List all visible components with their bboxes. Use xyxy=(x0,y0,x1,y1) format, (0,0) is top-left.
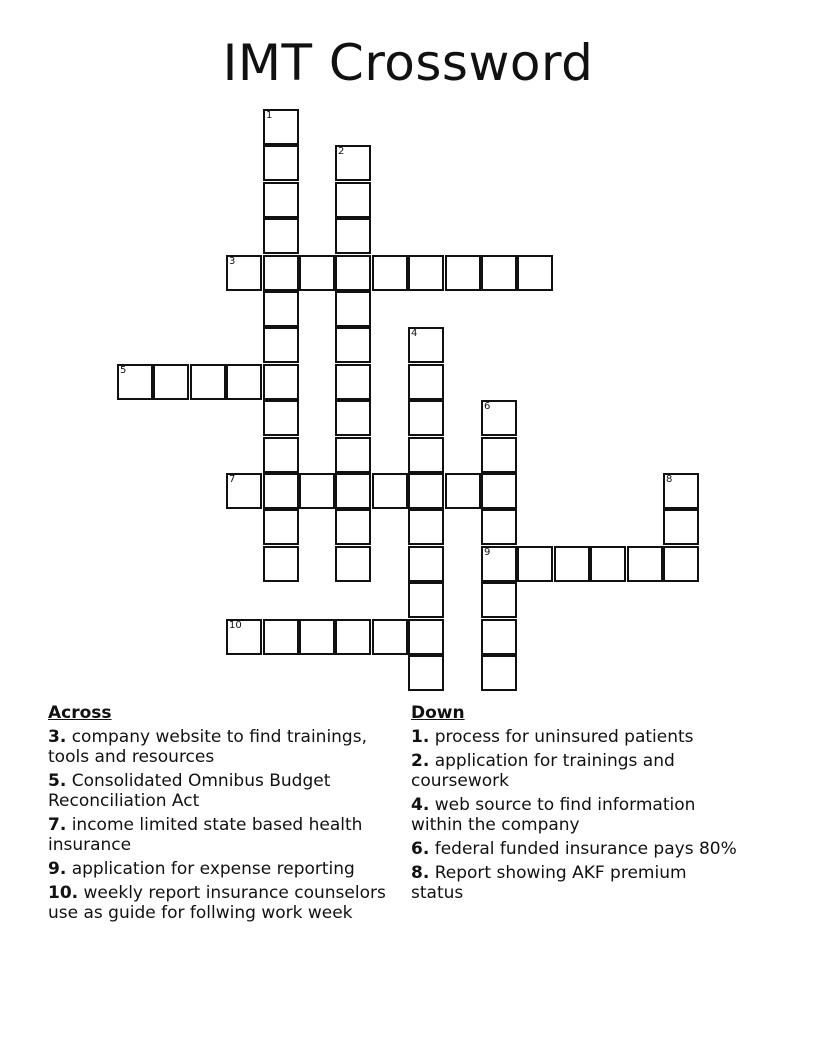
crossword-cell[interactable] xyxy=(590,546,626,582)
crossword-cell[interactable] xyxy=(226,364,262,400)
crossword-cell[interactable] xyxy=(263,437,299,473)
crossword-cell[interactable] xyxy=(226,255,262,291)
crossword-cell[interactable] xyxy=(335,145,371,181)
clue-across xyxy=(48,727,393,767)
crossword-cell[interactable] xyxy=(299,255,335,291)
crossword-cell[interactable] xyxy=(408,655,444,691)
crossword-cell[interactable] xyxy=(445,255,481,291)
crossword-cell[interactable] xyxy=(663,546,699,582)
clue-text: weekly report insurance counselors use as guide for follwing work week xyxy=(48,883,386,923)
clue-text: company website to find trainings, tools and resources xyxy=(48,727,367,767)
crossword-cell[interactable] xyxy=(408,400,444,436)
clue-number: 9. xyxy=(48,859,67,879)
across-heading: Across xyxy=(48,703,112,723)
crossword-cell[interactable] xyxy=(627,546,663,582)
crossword-cell[interactable] xyxy=(481,546,517,582)
crossword-cell[interactable] xyxy=(372,473,408,509)
crossword-cell[interactable] xyxy=(481,255,517,291)
across-clues xyxy=(48,703,393,927)
crossword-cell[interactable] xyxy=(335,218,371,254)
crossword-cell[interactable] xyxy=(263,400,299,436)
crossword-cell[interactable] xyxy=(408,546,444,582)
cell-number: 3 xyxy=(229,256,236,267)
crossword-cell[interactable] xyxy=(481,655,517,691)
cell-number: 5 xyxy=(120,365,127,376)
crossword-cell[interactable] xyxy=(190,364,226,400)
clue-text: application for expense reporting xyxy=(71,859,355,879)
clue-down xyxy=(411,795,741,835)
crossword-cell[interactable] xyxy=(408,255,444,291)
crossword-cell[interactable] xyxy=(263,218,299,254)
crossword-cell[interactable] xyxy=(517,255,553,291)
crossword-cell[interactable] xyxy=(335,291,371,327)
crossword-cell[interactable] xyxy=(335,364,371,400)
crossword-cell[interactable] xyxy=(226,473,262,509)
crossword-cell[interactable] xyxy=(263,364,299,400)
crossword-cell[interactable] xyxy=(517,546,553,582)
crossword-cell[interactable] xyxy=(445,473,481,509)
crossword-cell[interactable] xyxy=(263,619,299,655)
clue-number: 10. xyxy=(48,883,79,903)
crossword-cell[interactable] xyxy=(335,182,371,218)
crossword-cell[interactable] xyxy=(481,437,517,473)
crossword-cell[interactable] xyxy=(335,437,371,473)
crossword-cell[interactable] xyxy=(481,473,517,509)
clue-down xyxy=(411,751,741,791)
crossword-cell[interactable] xyxy=(299,473,335,509)
clue-number: 1. xyxy=(411,727,430,747)
crossword-cell[interactable] xyxy=(335,509,371,545)
crossword-cell[interactable] xyxy=(481,619,517,655)
down-heading: Down xyxy=(411,703,465,723)
clue-text: income limited state based health insurance xyxy=(48,815,363,855)
clue-down xyxy=(411,863,741,903)
clue-across xyxy=(48,771,393,811)
clue-number: 8. xyxy=(411,863,430,883)
clue-number: 4. xyxy=(411,795,430,815)
crossword-cell[interactable] xyxy=(481,400,517,436)
crossword-cell[interactable] xyxy=(263,509,299,545)
crossword-cell[interactable] xyxy=(263,546,299,582)
clue-number: 3. xyxy=(48,727,67,747)
page-title: IMT Crossword xyxy=(222,34,594,92)
crossword-cell[interactable] xyxy=(153,364,189,400)
crossword-cell[interactable] xyxy=(117,364,153,400)
crossword-cell[interactable] xyxy=(408,619,444,655)
crossword-cell[interactable] xyxy=(554,546,590,582)
crossword-cell[interactable] xyxy=(263,145,299,181)
clue-text: Consolidated Omnibus Budget Reconciliation Act xyxy=(48,771,331,811)
crossword-cell[interactable] xyxy=(263,473,299,509)
cell-number: 2 xyxy=(338,146,345,157)
crossword-cell[interactable] xyxy=(263,182,299,218)
clue-across xyxy=(48,815,393,855)
crossword-cell[interactable] xyxy=(408,364,444,400)
crossword-cell[interactable] xyxy=(408,473,444,509)
crossword-cell[interactable] xyxy=(481,582,517,618)
cell-number: 7 xyxy=(229,474,236,485)
clue-text: web source to find information within the company xyxy=(411,795,696,835)
clue-number: 5. xyxy=(48,771,67,791)
clue-number: 6. xyxy=(411,839,430,859)
cell-number: 6 xyxy=(484,401,491,412)
cell-number: 4 xyxy=(411,328,418,339)
cell-number: 10 xyxy=(229,620,242,631)
clue-across xyxy=(48,859,393,879)
crossword-cell[interactable] xyxy=(299,619,335,655)
cell-number: 1 xyxy=(266,110,273,121)
clue-text: process for uninsured patients xyxy=(434,727,694,747)
down-clues xyxy=(411,703,741,907)
crossword-cell[interactable] xyxy=(408,437,444,473)
crossword-cell[interactable] xyxy=(335,327,371,363)
clue-text: application for trainings and coursework xyxy=(411,751,675,791)
crossword-cell[interactable] xyxy=(226,619,262,655)
clue-text: Report showing AKF premium status xyxy=(411,863,687,903)
crossword-cell[interactable] xyxy=(335,255,371,291)
crossword-cell[interactable] xyxy=(408,509,444,545)
crossword-cell[interactable] xyxy=(335,473,371,509)
clue-number: 7. xyxy=(48,815,67,835)
crossword-cell[interactable] xyxy=(663,473,699,509)
clue-across xyxy=(48,883,393,923)
crossword-cell[interactable] xyxy=(335,400,371,436)
clue-down xyxy=(411,839,741,859)
crossword-cell[interactable] xyxy=(372,255,408,291)
clue-down xyxy=(411,727,741,747)
crossword-cell[interactable] xyxy=(263,255,299,291)
clue-text: federal funded insurance pays 80% xyxy=(434,839,737,859)
clue-number: 2. xyxy=(411,751,430,771)
crossword-cell[interactable] xyxy=(335,546,371,582)
crossword-cell[interactable] xyxy=(663,509,699,545)
crossword-cell[interactable] xyxy=(408,582,444,618)
crossword-cell[interactable] xyxy=(263,291,299,327)
crossword-cell[interactable] xyxy=(335,619,371,655)
cell-number: 9 xyxy=(484,547,491,558)
crossword-cell[interactable] xyxy=(408,327,444,363)
crossword-cell[interactable] xyxy=(481,509,517,545)
cell-number: 8 xyxy=(666,474,673,485)
crossword-cell[interactable] xyxy=(263,327,299,363)
crossword-cell[interactable] xyxy=(263,109,299,145)
crossword-cell[interactable] xyxy=(372,619,408,655)
